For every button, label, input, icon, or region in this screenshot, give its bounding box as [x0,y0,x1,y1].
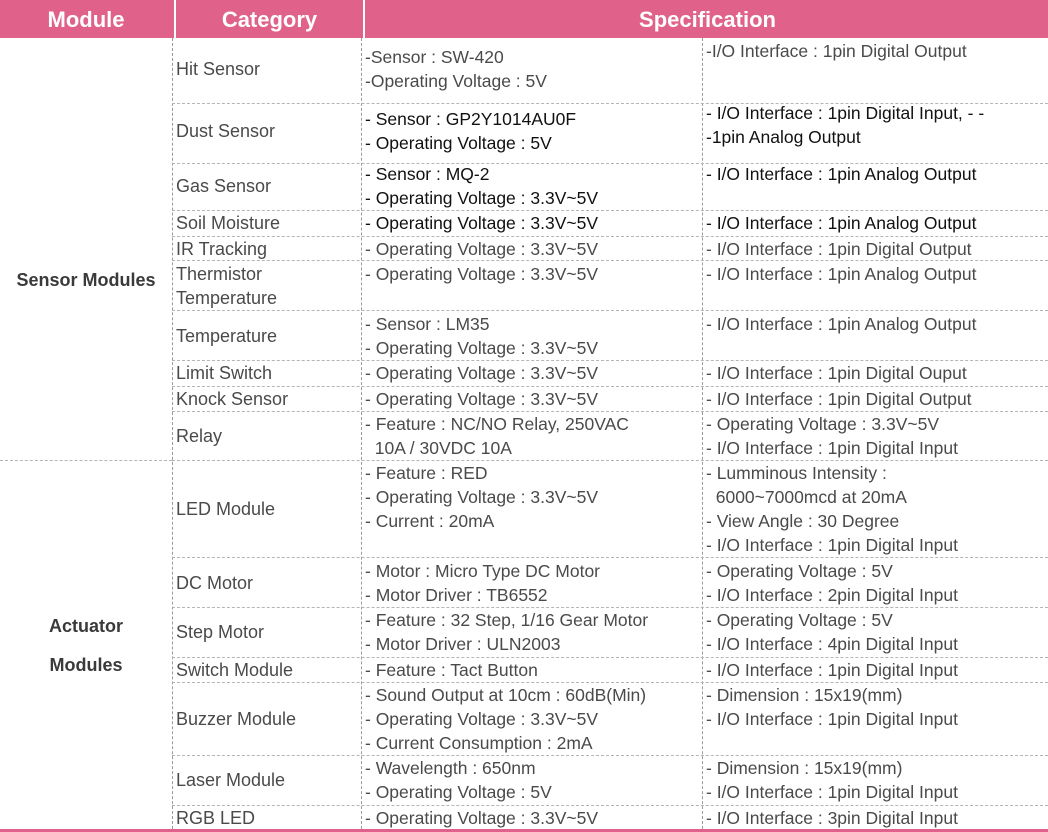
spec-right-cell: - I/O Interface : 1pin Digital Input [706,660,958,680]
spec-left-cell: - Sensor : LM35 - Operating Voltage : 3.3V~5V [365,314,599,358]
category-cell: Buzzer Module [176,709,297,729]
category-cell: Thermistor Temperature [176,264,278,308]
spec-right-cell: - Lumminous Intensity : 6000~7000mcd at 20mA - View Angle : 30 Degree - I/O Interface : 1pin Digital Input [706,463,958,555]
sensor-modules-label: Sensor Modules [16,270,156,290]
category-cell: Laser Module [176,770,286,790]
spec-right-cell: - I/O Interface : 1pin Digital Output [706,389,972,409]
row-divider [172,310,1048,311]
category-cell: Gas Sensor [176,176,272,196]
category-cell: Dust Sensor [176,121,276,141]
category-cell: Soil Moisture [176,213,281,233]
spec-left-cell: - Operating Voltage : 3.3V~5V [365,239,599,259]
spec-right-cell: - I/O Interface : 1pin Digital Output [706,239,972,259]
spec-left-cell: - Wavelength : 650nm - Operating Voltage : 5V [365,758,552,802]
spec-right-cell: - I/O Interface : 1pin Analog Output [706,314,977,334]
spec-left-cell: - Operating Voltage : 3.3V~5V [365,213,599,233]
spec-left-cell: - Feature : NC/NO Relay, 250VAC 10A / 30VDC 10A [365,414,629,458]
category-cell: Knock Sensor [176,389,289,409]
spec-left-cell: - Sound Output at 10cm : 60dB(Min) - Operating Voltage : 3.3V~5V - Current Consumption : 2mA [365,685,647,753]
actuator-modules-label-line1: Actuator [48,616,123,636]
spec-right-cell: - I/O Interface : 1pin Digital Input, - - -1pin Analog Output [706,103,985,147]
table-header [0,0,1048,38]
spec-left-cell: - Sensor : GP2Y1014AU0F - Operating Voltage : 5V [365,109,577,153]
spec-right-cell: - Dimension : 15x19(mm) - I/O Interface : 1pin Digital Input [706,758,958,802]
spec-right-cell: - I/O Interface : 1pin Digital Ouput [706,363,967,383]
spec-left-cell: - Sensor : MQ-2 - Operating Voltage : 3.3V~5V [365,164,599,208]
column-divider-category [361,38,362,829]
row-divider [172,557,1048,558]
module-header: Module [47,7,125,32]
actuator-modules-label-line2: Modules [49,655,123,675]
spec-left-cell: - Operating Voltage : 3.3V~5V [365,389,599,409]
spec-right-cell: - Operating Voltage : 3.3V~5V - I/O Interface : 1pin Digital Input [706,414,958,458]
spec-left-cell: - Feature : Tact Button [365,660,538,680]
category-cell: Step Motor [176,622,265,642]
group-divider [0,460,172,461]
spec-left-cell: -Sensor : SW-420 -Operating Voltage : 5V [365,47,547,91]
category-cell: Switch Module [176,660,294,680]
column-divider-module [172,38,173,829]
spec-right-cell: -I/O Interface : 1pin Digital Output [706,41,967,61]
spec-left-cell: - Operating Voltage : 3.3V~5V [365,264,599,284]
spec-left-cell: - Feature : RED - Operating Voltage : 3.3V~5V - Current : 20mA [365,463,599,531]
spec-right-cell: - Dimension : 15x19(mm) - I/O Interface : 1pin Digital Input [706,685,958,729]
category-cell: DC Motor [176,573,254,593]
specification-header: Specification [363,0,1048,38]
spec-left-cell: - Feature : 32 Step, 1/16 Gear Motor - Motor Driver : ULN2003 [365,610,649,654]
category-cell: Temperature [176,326,278,346]
spec-right-cell: - I/O Interface : 1pin Analog Output [706,213,977,233]
category-cell: LED Module [176,499,276,519]
spec-left-cell: - Operating Voltage : 3.3V~5V [365,363,599,383]
spec-right-cell: - I/O Interface : 3pin Digital Input [706,808,958,828]
column-divider-spec [702,38,703,829]
category-cell: Limit Switch [176,363,273,383]
category-cell: IR Tracking [176,239,268,259]
category-cell: Hit Sensor [176,59,261,79]
spec-right-cell: - Operating Voltage : 5V - I/O Interface : 4pin Digital Input [706,610,958,654]
category-cell: RGB LED [176,808,256,828]
spec-left-cell: - Motor : Micro Type DC Motor - Motor Driver : TB6552 [365,561,601,605]
spec-right-cell: - I/O Interface : 1pin Analog Output [706,164,977,184]
spec-right-cell: - Operating Voltage : 5V - I/O Interface : 2pin Digital Input [706,561,958,605]
spec-left-cell: - Operating Voltage : 3.3V~5V [365,808,599,828]
spec-right-cell: - I/O Interface : 1pin Analog Output [706,264,977,284]
category-cell: Relay [176,426,223,446]
category-header: Category [174,0,363,38]
